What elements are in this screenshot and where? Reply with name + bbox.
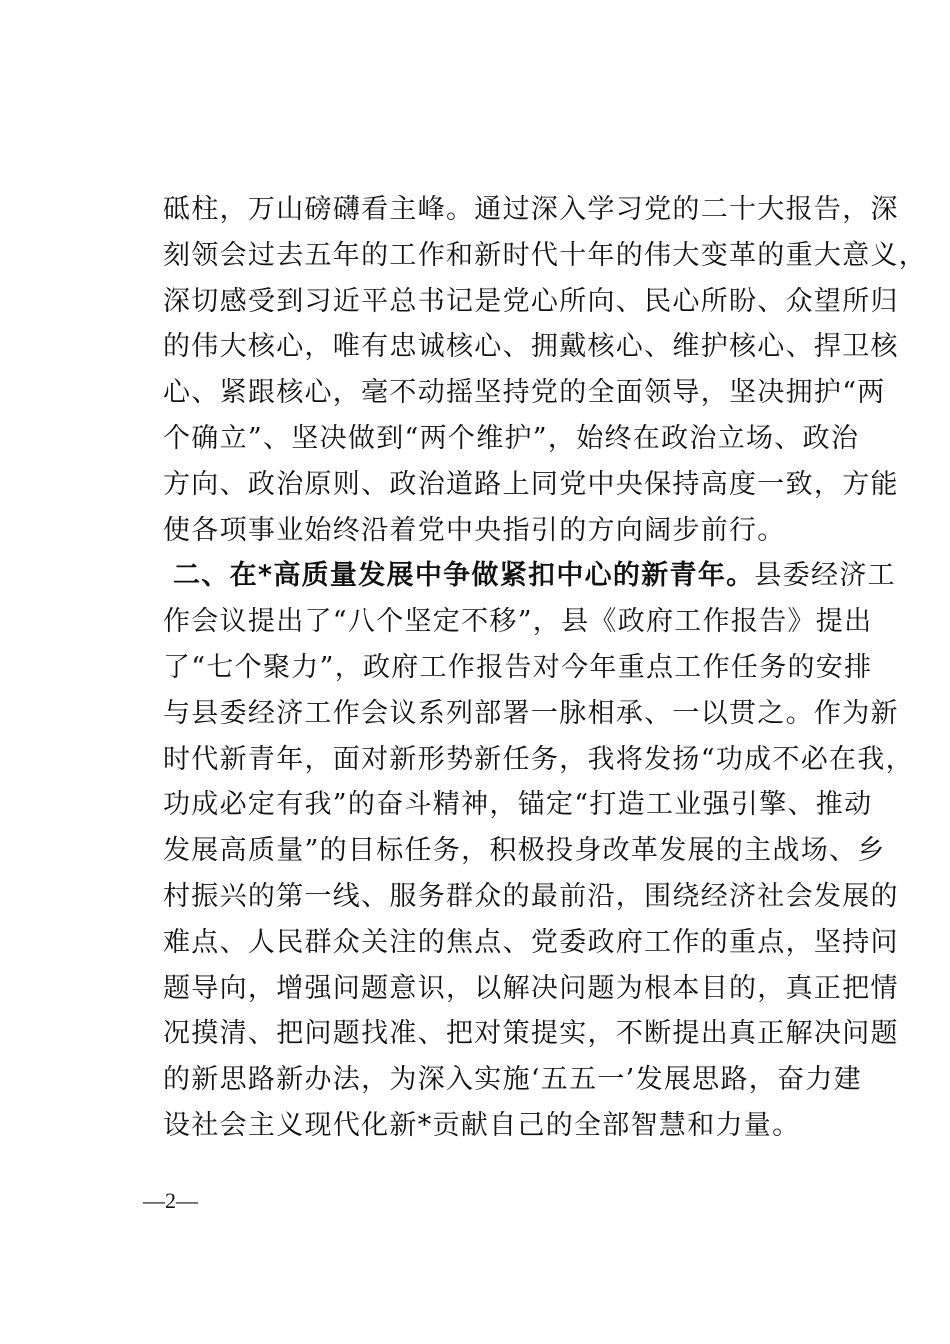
text-line: 设社会主义现代化新*贡献自己的全部智慧和力量。 xyxy=(163,1109,801,1141)
text-line: 况摸清、把问题找准、把对策提实，不断提出真正解决问题 xyxy=(163,1018,899,1050)
text-line: 作会议提出了“八个坚定不移”，县《政府工作报告》提出 xyxy=(163,606,873,638)
text-line: 使各项事业始终沿着党中央指引的方向阔步前行。 xyxy=(163,514,786,546)
section-heading: 二、在*高质量发展中争做紧扣中心的新青年。 xyxy=(173,560,755,592)
text-line: 村振兴的第一线、服务群众的最前沿，围绕经济社会发展的 xyxy=(163,880,899,912)
paragraph-2 xyxy=(163,553,914,1148)
text-line: 的伟大核心，唯有忠诚核心、拥戴核心、维护核心、捍卫核 xyxy=(163,331,899,363)
text-line: 的新思路新办法，为深入实施‘五五一’发展思路，奋力建 xyxy=(163,1064,862,1096)
paragraph-1 xyxy=(163,187,928,553)
heading-continuation: 县委经济工 xyxy=(754,560,896,592)
text-line: 难点、人民群众关注的焦点、党委政府工作的重点，坚持问 xyxy=(163,926,899,958)
page-number: —2— xyxy=(143,1188,198,1213)
text-line: 砥柱，万山磅礴看主峰。通过深入学习党的二十大报告，深 xyxy=(163,194,899,225)
document-body xyxy=(163,187,928,1149)
text-line: 心、紧跟核心，毫不动摇坚持党的全面领导，坚决拥护“两 xyxy=(163,377,886,409)
text-line: 题导向，增强问题意识，以解决问题为根本目的，真正把情 xyxy=(163,972,899,1004)
text-line: 发展高质量”的目标任务，积极投身改革发展的主战场、乡 xyxy=(163,835,886,867)
text-line: 深切感受到习近平总书记是党心所向、民心所盼、众望所归 xyxy=(163,285,899,317)
text-line: 时代新青年，面对新形势新任务，我将发扬“功成不必在我， xyxy=(163,743,914,775)
text-line: 刻领会过去五年的工作和新时代十年的伟大变革的重大意义， xyxy=(163,239,928,271)
text-line: 个确立”、坚决做到“两个维护”，始终在政治立场、政治 xyxy=(163,422,860,454)
text-line: 了“七个聚力”，政府工作报告对今年重点工作任务的安排 xyxy=(163,651,873,683)
text-line: 与县委经济工作会议系列部署一脉相承、一以贯之。作为新 xyxy=(163,697,899,729)
text-line: 方向、政治原则、政治道路上同党中央保持高度一致，方能 xyxy=(163,468,899,500)
section-heading-line xyxy=(163,553,896,599)
text-line: 功成必定有我”的奋斗精神，锚定“打造工业强引擎、推动 xyxy=(163,789,873,821)
